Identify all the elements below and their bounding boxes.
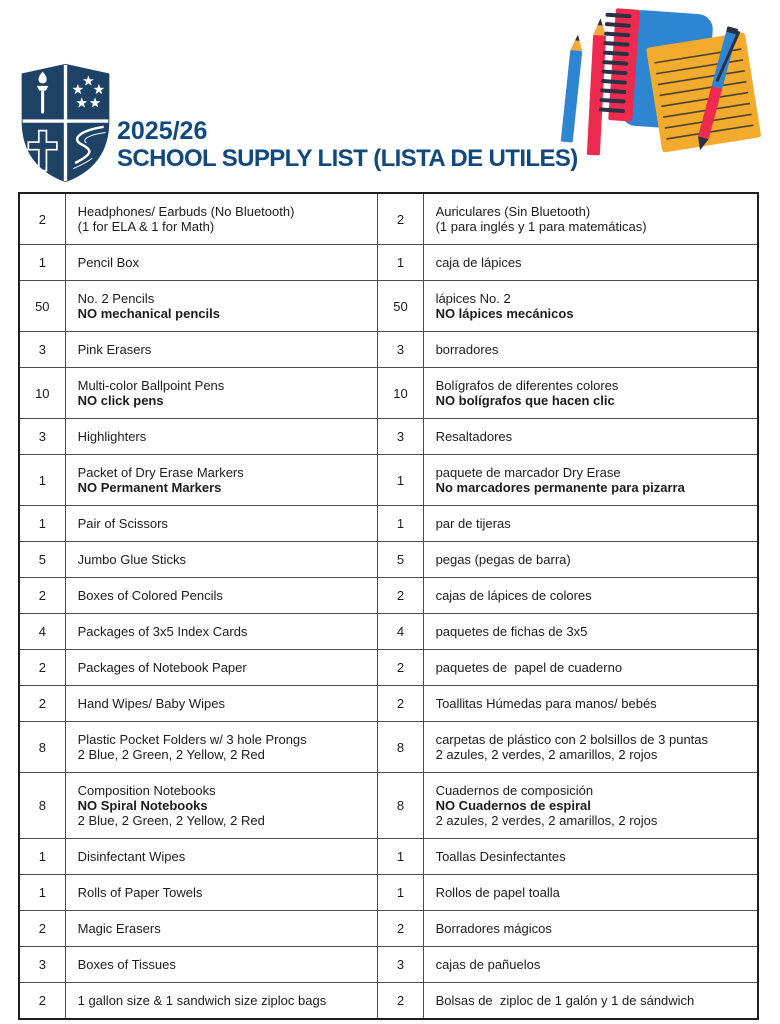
item-es-cell xyxy=(423,245,758,281)
item-line: paquetes de fichas de 3x5 xyxy=(435,624,588,639)
qty-en-cell: 5 xyxy=(19,542,65,578)
qty-en-cell: 8 xyxy=(19,773,65,839)
table-row xyxy=(19,773,758,839)
table-row xyxy=(19,332,758,368)
qty-en-cell: 1 xyxy=(19,455,65,506)
qty-en-cell: 2 xyxy=(19,578,65,614)
qty-es-cell: 2 xyxy=(378,983,423,1020)
school-supplies-illustration xyxy=(558,6,770,172)
item-es-cell xyxy=(423,650,758,686)
item-line: pegas (pegas de barra) xyxy=(435,552,571,567)
supply-table xyxy=(18,192,759,1020)
item-line: NO Spiral Notebooks xyxy=(77,798,208,813)
item-line: NO lápices mecánicos xyxy=(435,306,574,321)
item-en-cell xyxy=(65,650,378,686)
item-line: Pencil Box xyxy=(77,255,140,270)
item-line: Disinfectant Wipes xyxy=(77,849,186,864)
item-line: NO click pens xyxy=(77,393,164,408)
item-es-cell xyxy=(423,686,758,722)
item-line: NO bolígrafos que hacen clic xyxy=(435,393,615,408)
table-row xyxy=(19,542,758,578)
item-line: Headphones/ Earbuds (No Bluetooth) xyxy=(77,204,295,219)
item-line: Cuadernos de composición xyxy=(435,783,594,798)
table-row xyxy=(19,722,758,773)
item-line: Toallitas Húmedas para manos/ bebés xyxy=(435,696,657,711)
red-pencil-icon xyxy=(587,18,607,155)
item-en-cell xyxy=(65,983,378,1020)
qty-en-cell: 3 xyxy=(19,332,65,368)
item-line: Hand Wipes/ Baby Wipes xyxy=(77,696,226,711)
qty-es-cell: 1 xyxy=(378,455,423,506)
qty-es-cell: 5 xyxy=(378,542,423,578)
item-line: Bolsas de ziploc de 1 galón y 1 de sándwich xyxy=(435,993,695,1008)
item-es-cell xyxy=(423,193,758,245)
item-line: 2 Blue, 2 Green, 2 Yellow, 2 Red xyxy=(77,813,265,828)
item-en-cell xyxy=(65,875,378,911)
qty-en-cell: 10 xyxy=(19,368,65,419)
qty-es-cell: 10 xyxy=(378,368,423,419)
qty-en-cell: 50 xyxy=(19,281,65,332)
item-line: Packages of Notebook Paper xyxy=(77,660,247,675)
item-line: NO Cuadernos de espiral xyxy=(435,798,591,813)
item-line: Toallas Desinfectantes xyxy=(435,849,566,864)
qty-en-cell: 8 xyxy=(19,722,65,773)
qty-en-cell: 1 xyxy=(19,875,65,911)
table-row xyxy=(19,875,758,911)
item-line: cajas de pañuelos xyxy=(435,957,541,972)
item-line: Jumbo Glue Sticks xyxy=(77,552,186,567)
item-en-cell xyxy=(65,506,378,542)
item-es-cell xyxy=(423,542,758,578)
item-en-cell xyxy=(65,193,378,245)
item-line: No. 2 Pencils xyxy=(77,291,155,306)
item-line: 2 Blue, 2 Green, 2 Yellow, 2 Red xyxy=(77,747,265,762)
item-line: 2 azules, 2 verdes, 2 amarillos, 2 rojos xyxy=(435,813,658,828)
qty-en-cell: 1 xyxy=(19,839,65,875)
qty-en-cell: 2 xyxy=(19,686,65,722)
item-line: Rollos de papel toalla xyxy=(435,885,560,900)
title-block xyxy=(117,118,578,172)
item-line: Packages of 3x5 Index Cards xyxy=(77,624,248,639)
qty-es-cell: 1 xyxy=(378,875,423,911)
table-row xyxy=(19,650,758,686)
item-line: NO mechanical pencils xyxy=(77,306,220,321)
qty-en-cell: 3 xyxy=(19,419,65,455)
item-es-cell xyxy=(423,578,758,614)
qty-es-cell: 3 xyxy=(378,947,423,983)
item-line: Resaltadores xyxy=(435,429,513,444)
item-line: NO Permanent Markers xyxy=(77,480,222,495)
table-row xyxy=(19,839,758,875)
item-line: Bolígrafos de diferentes colores xyxy=(435,378,619,393)
item-es-cell xyxy=(423,332,758,368)
item-es-cell xyxy=(423,722,758,773)
item-es-cell xyxy=(423,947,758,983)
item-line: caja de lápices xyxy=(435,255,522,270)
qty-en-cell: 1 xyxy=(19,506,65,542)
item-line: lápices No. 2 xyxy=(435,291,511,306)
item-en-cell xyxy=(65,773,378,839)
item-line: par de tijeras xyxy=(435,516,511,531)
item-line: Rolls of Paper Towels xyxy=(77,885,203,900)
table-row xyxy=(19,614,758,650)
item-en-cell xyxy=(65,722,378,773)
table-row xyxy=(19,281,758,332)
table-row xyxy=(19,455,758,506)
page-title: SCHOOL SUPPLY LIST (LISTA DE UTILES) xyxy=(117,145,578,172)
table-row xyxy=(19,983,758,1020)
item-line: Pair of Scissors xyxy=(77,516,168,531)
item-es-cell xyxy=(423,614,758,650)
item-line: (1 para inglés y 1 para matemáticas) xyxy=(435,219,647,234)
item-line: paquete de marcador Dry Erase xyxy=(435,465,621,480)
qty-en-cell: 1 xyxy=(19,245,65,281)
item-en-cell xyxy=(65,542,378,578)
qty-en-cell: 3 xyxy=(19,947,65,983)
item-line: Highlighters xyxy=(77,429,147,444)
item-line: Borradores mágicos xyxy=(435,921,552,936)
item-line: Composition Notebooks xyxy=(77,783,216,798)
qty-es-cell: 2 xyxy=(378,686,423,722)
item-es-cell xyxy=(423,455,758,506)
item-line: paquetes de papel de cuaderno xyxy=(435,660,623,675)
qty-es-cell: 1 xyxy=(378,506,423,542)
item-es-cell xyxy=(423,419,758,455)
table-row xyxy=(19,506,758,542)
item-es-cell xyxy=(423,281,758,332)
qty-es-cell: 8 xyxy=(378,773,423,839)
table-row xyxy=(19,578,758,614)
table-row xyxy=(19,245,758,281)
item-line: Plastic Pocket Folders w/ 3 hole Prongs xyxy=(77,732,307,747)
item-es-cell xyxy=(423,839,758,875)
qty-es-cell: 3 xyxy=(378,419,423,455)
table-row xyxy=(19,368,758,419)
school-crest-logo xyxy=(17,62,114,184)
item-line: borradores xyxy=(435,342,499,357)
item-line: No marcadores permanente para pizarra xyxy=(435,480,685,495)
item-line: cajas de lápices de colores xyxy=(435,588,592,603)
qty-es-cell: 1 xyxy=(378,245,423,281)
item-es-cell xyxy=(423,368,758,419)
item-line: Packet of Dry Erase Markers xyxy=(77,465,244,480)
qty-es-cell: 4 xyxy=(378,614,423,650)
item-en-cell xyxy=(65,947,378,983)
item-line: Magic Erasers xyxy=(77,921,161,936)
item-en-cell xyxy=(65,578,378,614)
item-line: 1 gallon size & 1 sandwich size ziploc bags xyxy=(77,993,327,1008)
item-line: Boxes of Tissues xyxy=(77,957,176,972)
item-en-cell xyxy=(65,455,378,506)
qty-es-cell: 50 xyxy=(378,281,423,332)
school-year: 2025/26 xyxy=(117,117,208,145)
item-en-cell xyxy=(65,332,378,368)
qty-es-cell: 2 xyxy=(378,650,423,686)
table-row xyxy=(19,911,758,947)
qty-en-cell: 2 xyxy=(19,650,65,686)
item-es-cell xyxy=(423,875,758,911)
item-en-cell xyxy=(65,281,378,332)
table-row xyxy=(19,686,758,722)
qty-en-cell: 2 xyxy=(19,983,65,1020)
item-en-cell xyxy=(65,839,378,875)
qty-es-cell: 2 xyxy=(378,911,423,947)
item-line: Multi-color Ballpoint Pens xyxy=(77,378,225,393)
item-line: (1 for ELA & 1 for Math) xyxy=(77,219,215,234)
item-line: Boxes of Colored Pencils xyxy=(77,588,223,603)
item-es-cell xyxy=(423,506,758,542)
item-en-cell xyxy=(65,419,378,455)
item-es-cell xyxy=(423,983,758,1020)
item-line: Pink Erasers xyxy=(77,342,152,357)
item-en-cell xyxy=(65,245,378,281)
qty-es-cell: 2 xyxy=(378,193,423,245)
item-line: 2 azules, 2 verdes, 2 amarillos, 2 rojos xyxy=(435,747,658,762)
supply-table-body xyxy=(19,193,758,1019)
blue-pencil-icon xyxy=(561,34,584,143)
qty-en-cell: 4 xyxy=(19,614,65,650)
table-row xyxy=(19,947,758,983)
item-en-cell xyxy=(65,614,378,650)
item-en-cell xyxy=(65,686,378,722)
item-line: carpetas de plástico con 2 bolsillos de 3 puntas xyxy=(435,732,709,747)
table-row xyxy=(19,419,758,455)
item-es-cell xyxy=(423,911,758,947)
item-es-cell xyxy=(423,773,758,839)
item-en-cell xyxy=(65,368,378,419)
qty-en-cell: 2 xyxy=(19,193,65,245)
item-line: Auriculares (Sin Bluetooth) xyxy=(435,204,591,219)
item-en-cell xyxy=(65,911,378,947)
qty-es-cell: 2 xyxy=(378,578,423,614)
qty-es-cell: 3 xyxy=(378,332,423,368)
qty-es-cell: 1 xyxy=(378,839,423,875)
qty-es-cell: 8 xyxy=(378,722,423,773)
qty-en-cell: 2 xyxy=(19,911,65,947)
table-row xyxy=(19,193,758,245)
